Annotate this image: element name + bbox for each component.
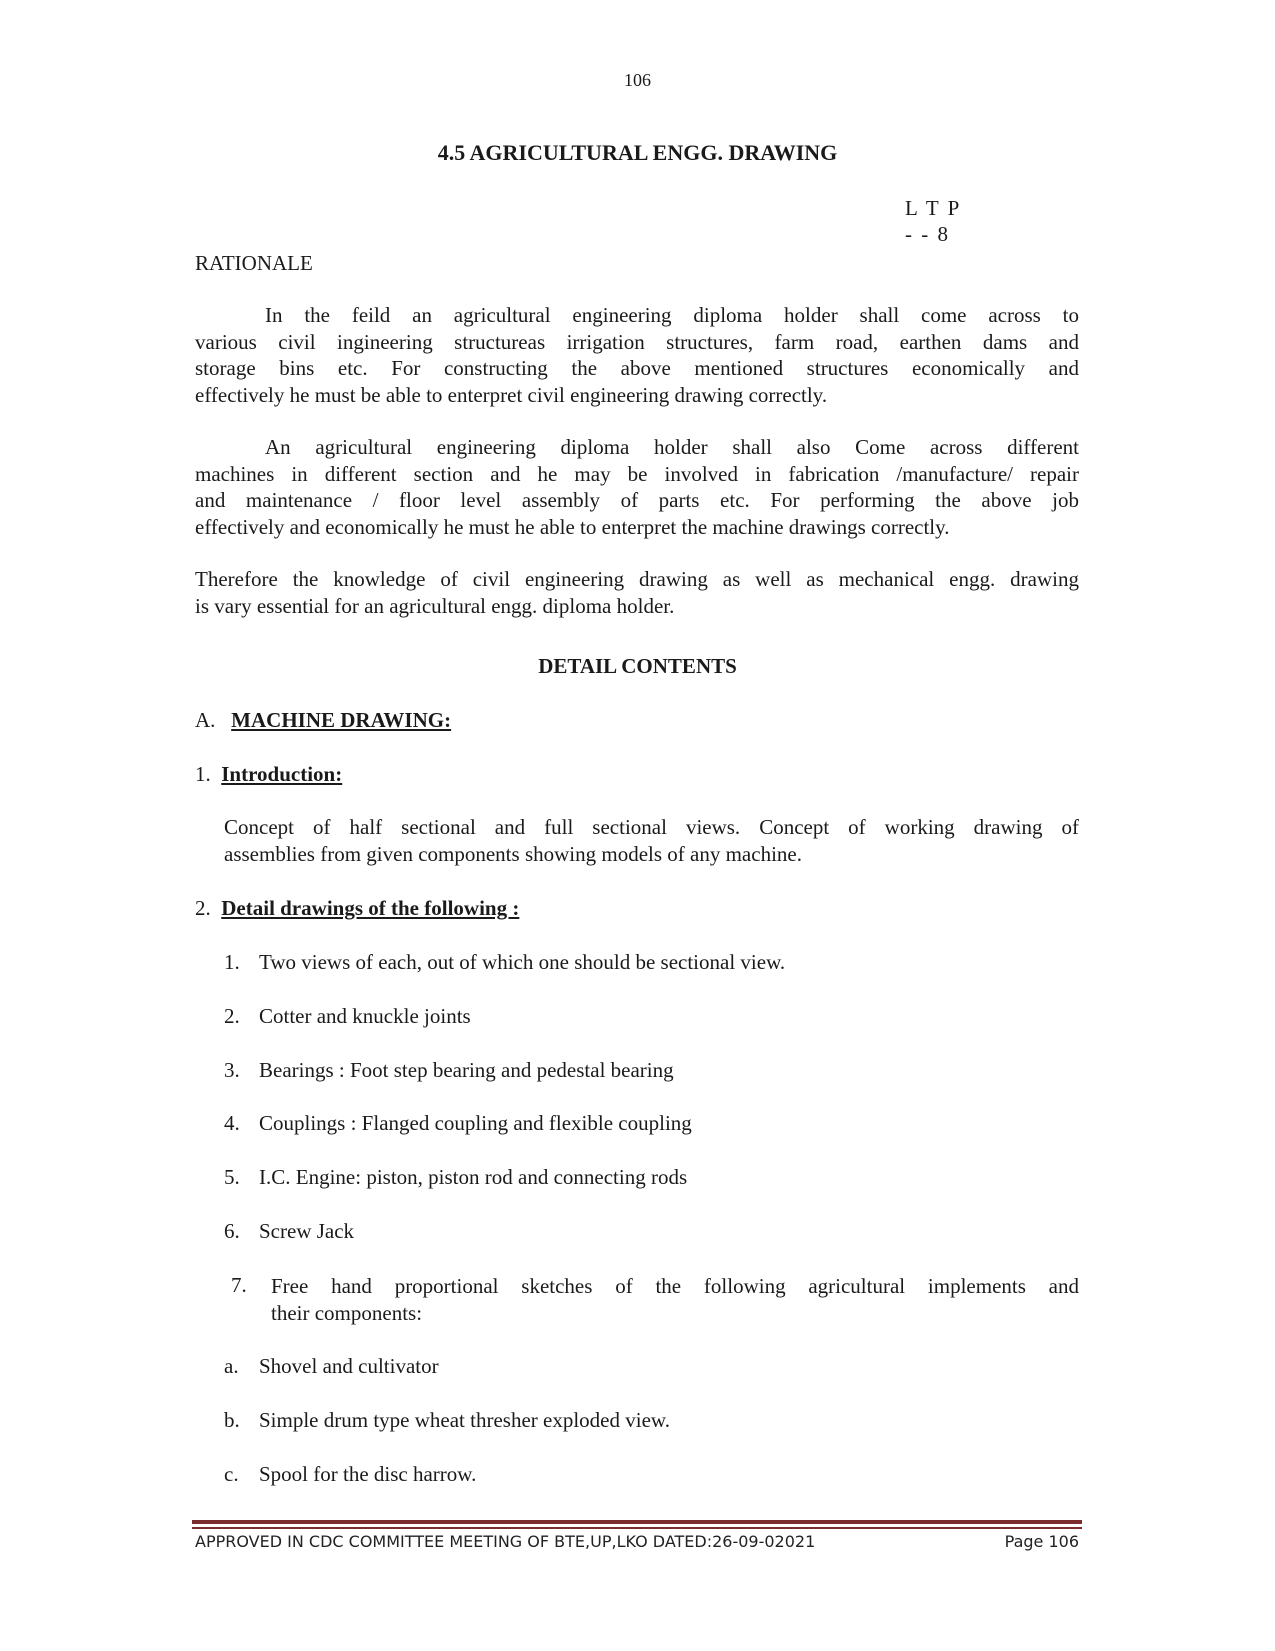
rationale-heading: RATIONALE xyxy=(195,251,313,275)
list-item: 6. Screw Jack xyxy=(224,1219,355,1243)
section-2-heading xyxy=(195,896,519,921)
list-item: 1. Two views of each, out of which one should be sectional view. xyxy=(224,950,786,974)
paragraph-line: An agricultural engineering diploma holder shall also Come across different xyxy=(265,435,1079,459)
paragraph-line: storage bins etc. For constructing the above mentioned structures economically and xyxy=(195,356,1079,380)
page-footer xyxy=(195,1532,1079,1551)
footer-approval-text: APPROVED IN CDC COMMITTEE MEETING OF BTE,UP,LKO DATED:26-09-02021 xyxy=(195,1532,816,1551)
section-1-body xyxy=(224,814,1079,867)
paragraph-line: Therefore the knowledge of civil engineering drawing as well as mechanical engg. drawing xyxy=(195,567,1079,591)
paragraph-line: and maintenance / floor level assembly of parts etc. For performing the above job xyxy=(195,488,1079,512)
ltp-values: - - 8 xyxy=(905,222,948,246)
paragraph-line: In the feild an agricultural engineering diploma holder shall come across to xyxy=(265,303,1079,327)
section-a-heading xyxy=(195,708,451,733)
rationale-paragraph-3 xyxy=(195,566,1079,619)
paragraph-line: assemblies from given components showing models of any machine. xyxy=(224,841,802,866)
paragraph-line: machines in different section and he may be involved in fabrication /manufacture/ repair xyxy=(195,461,1079,486)
list-item: 5. I.C. Engine: piston, piston rod and connecting rods xyxy=(224,1165,688,1189)
footer-rule xyxy=(192,1520,1082,1524)
section-1-heading xyxy=(195,762,342,787)
list-item-7 xyxy=(271,1273,1079,1326)
list-item-number: 7. xyxy=(231,1273,247,1297)
sub-list-item: a. Shovel and cultivator xyxy=(224,1354,439,1378)
list-item: 4. Couplings : Flanged coupling and flexible coupling xyxy=(224,1111,692,1135)
page-number-top: 106 xyxy=(624,70,651,90)
section-1-label: 1. xyxy=(195,762,211,786)
ltp-header: L T P xyxy=(905,196,960,220)
sub-list-item: c. Spool for the disc harrow. xyxy=(224,1462,477,1486)
paragraph-line: Free hand proportional sketches of the following agricultural implements and xyxy=(271,1274,1079,1298)
paragraph-line: their components: xyxy=(271,1300,423,1325)
list-item: 3. Bearings : Foot step bearing and pedestal bearing xyxy=(224,1058,674,1082)
footer-rule-thin xyxy=(192,1527,1082,1529)
detail-contents-heading: DETAIL CONTENTS xyxy=(538,654,737,678)
rationale-paragraph-1 xyxy=(195,302,1079,408)
rationale-paragraph-2 xyxy=(195,434,1079,540)
paragraph-line: effectively and economically he must he able to enterpret the machine drawings correctly. xyxy=(195,514,950,539)
section-1-title: Introduction: xyxy=(221,762,343,786)
paragraph-line: is vary essential for an agricultural engg. diploma holder. xyxy=(195,593,675,618)
footer-page-number: Page 106 xyxy=(1004,1532,1079,1551)
section-a-label: A. xyxy=(195,708,216,732)
section-2-label: 2. xyxy=(195,896,211,920)
section-title: 4.5 AGRICULTURAL ENGG. DRAWING xyxy=(437,140,838,165)
paragraph-line: effectively he must be able to enterpret civil engineering drawing correctly. xyxy=(195,382,828,407)
section-a-title: MACHINE DRAWING: xyxy=(231,708,452,732)
sub-list-item: b. Simple drum type wheat thresher exploded view. xyxy=(224,1408,670,1432)
section-2-title: Detail drawings of the following : xyxy=(221,896,520,920)
paragraph-line: various civil ingineering structureas irrigation structures, farm road, earthen dams and xyxy=(195,329,1079,354)
paragraph-line: Concept of half sectional and full sectional views. Concept of working drawing of xyxy=(224,815,1079,839)
list-item: 2. Cotter and knuckle joints xyxy=(224,1004,471,1028)
